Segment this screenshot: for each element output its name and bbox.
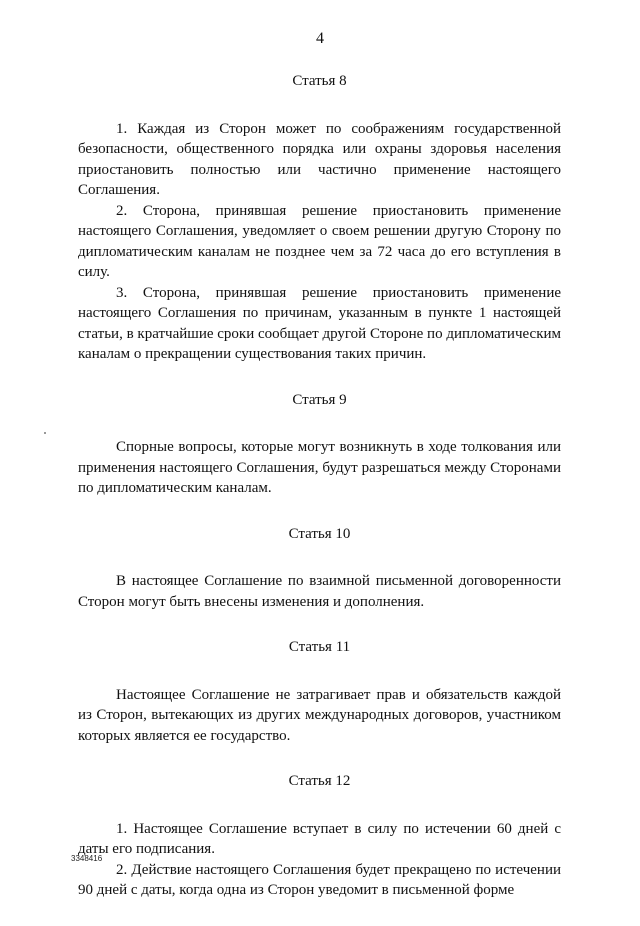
article-paragraph: Спорные вопросы, которые могут возникнуть в ходе толкования или применения настоящего Соглашения, будут разрешаться между Сторонами по дипломатическим каналам. bbox=[78, 439, 561, 496]
article-heading: Статья 9 bbox=[292, 391, 347, 408]
article-12 bbox=[78, 771, 561, 901]
article-paragraph: 3. Сторона, принявшая решение приостановить применение настоящего Соглашения по причинам, указанным в пункте 1 настоящей статьи, в кратчайшие сроки сообщает другой Стороне по дипломатическим каналам о прекращении существования таких причин. bbox=[78, 284, 561, 362]
article-heading: Статья 8 bbox=[292, 73, 347, 89]
article-8 bbox=[78, 71, 561, 365]
article-11 bbox=[78, 637, 561, 746]
article-10 bbox=[78, 524, 561, 613]
article-9 bbox=[78, 390, 561, 499]
article-paragraph: 1. Настоящее Соглашение вступает в силу по истечении 60 дней с даты его подписания. bbox=[78, 820, 561, 857]
article-heading: Статья 11 bbox=[288, 639, 351, 655]
page-number: 4 bbox=[316, 30, 324, 47]
article-heading: Статья 10 bbox=[288, 525, 351, 542]
article-paragraph: 2. Действие настоящего Соглашения будет прекращено по истечении 90 дней с даты, когда одна из Сторон уведомит в письменной форме bbox=[78, 861, 561, 898]
article-paragraph: Настоящее Соглашение не затрагивает прав и обязательств каждой из Сторон, вытекающих из других международных договоров, участником которых является ее государство. bbox=[78, 686, 561, 744]
article-paragraph: 1. Каждая из Сторон может по соображениям государственной безопасности, общественного порядка или охраны здоровья населения приостановить полностью или частично применение настоящего Соглашения. bbox=[78, 120, 561, 198]
article-heading: Статья 12 bbox=[288, 773, 351, 789]
document-body bbox=[78, 71, 561, 926]
document-code: 3348416 bbox=[71, 854, 103, 863]
margin-dot bbox=[44, 432, 46, 434]
article-paragraph: 2. Сторона, принявшая решение приостановить применение настоящего Соглашения, уведомляет о своем решении другую Сторону по дипломатическим каналам не позднее чем за 72 часа до его вступления в силу. bbox=[78, 202, 561, 280]
article-paragraph: В настоящее Соглашение по взаимной письменной договоренности Сторон могут быть внесены изменения и дополнения. bbox=[78, 573, 561, 610]
